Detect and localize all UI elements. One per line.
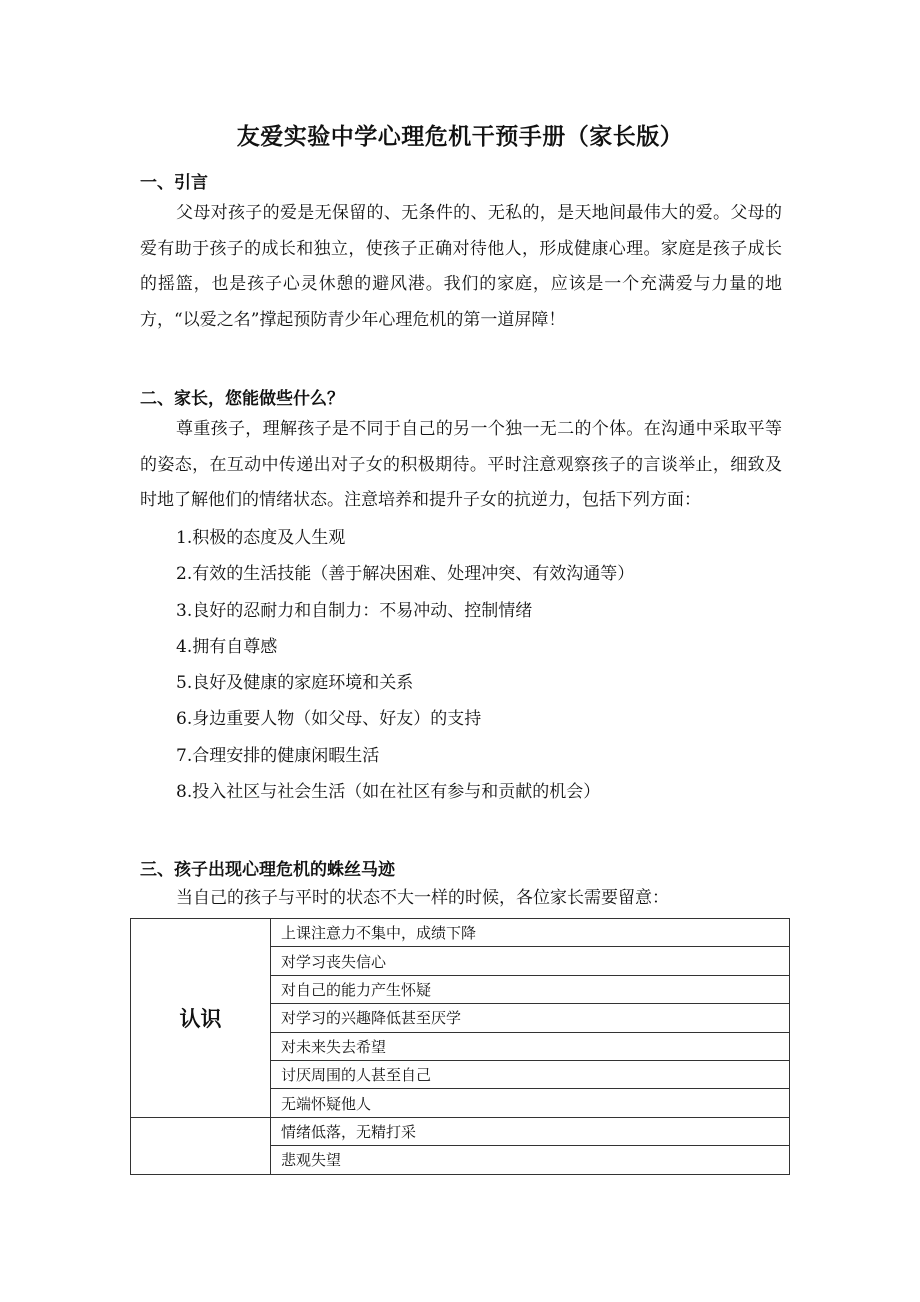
sign-cell: 情绪低落，无精打采: [271, 1117, 790, 1145]
list-item: 2.有效的生活技能（善于解决困难、处理冲突、有效沟通等）: [176, 564, 635, 585]
list-item: 7.合理安排的健康闲暇生活: [176, 745, 380, 766]
document-title: 友爱实验中学心理危机干预手册（家长版）: [236, 124, 684, 150]
resilience-list: [176, 520, 634, 810]
sign-cell: 对未来失去希望: [271, 1032, 790, 1060]
sign-cell: 上课注意力不集中，成绩下降: [271, 919, 790, 947]
list-item: 3.良好的忍耐力和自制力：不易冲动、控制情绪: [176, 600, 533, 621]
section-3-intro: 当自己的孩子与平时的状态不大一样的时候，各位家长需要留意：: [176, 888, 669, 908]
list-item: 6.身边重要人物（如父母、好友）的支持: [176, 709, 482, 730]
section-3-heading: 三、孩子出现心理危机的蛛丝马迹: [140, 860, 395, 880]
list-item: 1.积极的态度及人生观: [176, 528, 346, 548]
sign-cell: 对自己的能力产生怀疑: [271, 975, 790, 1003]
list-item: 5.良好及健康的家庭环境和关系: [176, 673, 414, 694]
section-1-heading: 一、引言: [140, 173, 208, 193]
list-item: 8.投入社区与社会生活（如在社区有参与和贡献的机会）: [176, 782, 601, 803]
sign-cell: 无端怀疑他人: [271, 1089, 790, 1117]
section-2-heading: 二、家长，您能做些什么？: [140, 389, 344, 409]
section-1-paragraph: 父母对孩子的爱是无保留的、无条件的、无私的，是天地间最伟大的爱。父母的爱有助于孩子的成长和独立，使孩子正确对待他人，形成健康心理。家庭是孩子成长的摇篮，也是孩子心灵休憩的避风港。我们的家庭，应该是一个充满爱与力量的地方，“以爱之名”撑起预防青少年心理危机的第一道屏障！: [140, 203, 782, 330]
warning-signs-table: [130, 918, 790, 1175]
list-item: 4.拥有自尊感: [176, 636, 278, 657]
table-row: [131, 1117, 790, 1145]
section-2-paragraph: 尊重孩子，理解孩子是不同于自己的另一个独一无二的个体。在沟通中采取平等的姿态，在互动中传递出对子女的积极期待。平时注意观察孩子的言谈举止，细致及时地了解他们的情绪状态。注意培养和提升子女的抗逆力，包括下列方面：: [140, 419, 782, 510]
sign-cell: 讨厌周围的人甚至自己: [271, 1060, 790, 1088]
sign-cell: 对学习的兴趣降低甚至厌学: [271, 1004, 790, 1032]
category-cell: [131, 1117, 271, 1174]
sign-cell: 对学习丧失信心: [271, 947, 790, 975]
category-cell: 认识: [131, 919, 271, 1118]
sign-cell: 悲观失望: [271, 1146, 790, 1174]
table-row: [131, 919, 790, 947]
